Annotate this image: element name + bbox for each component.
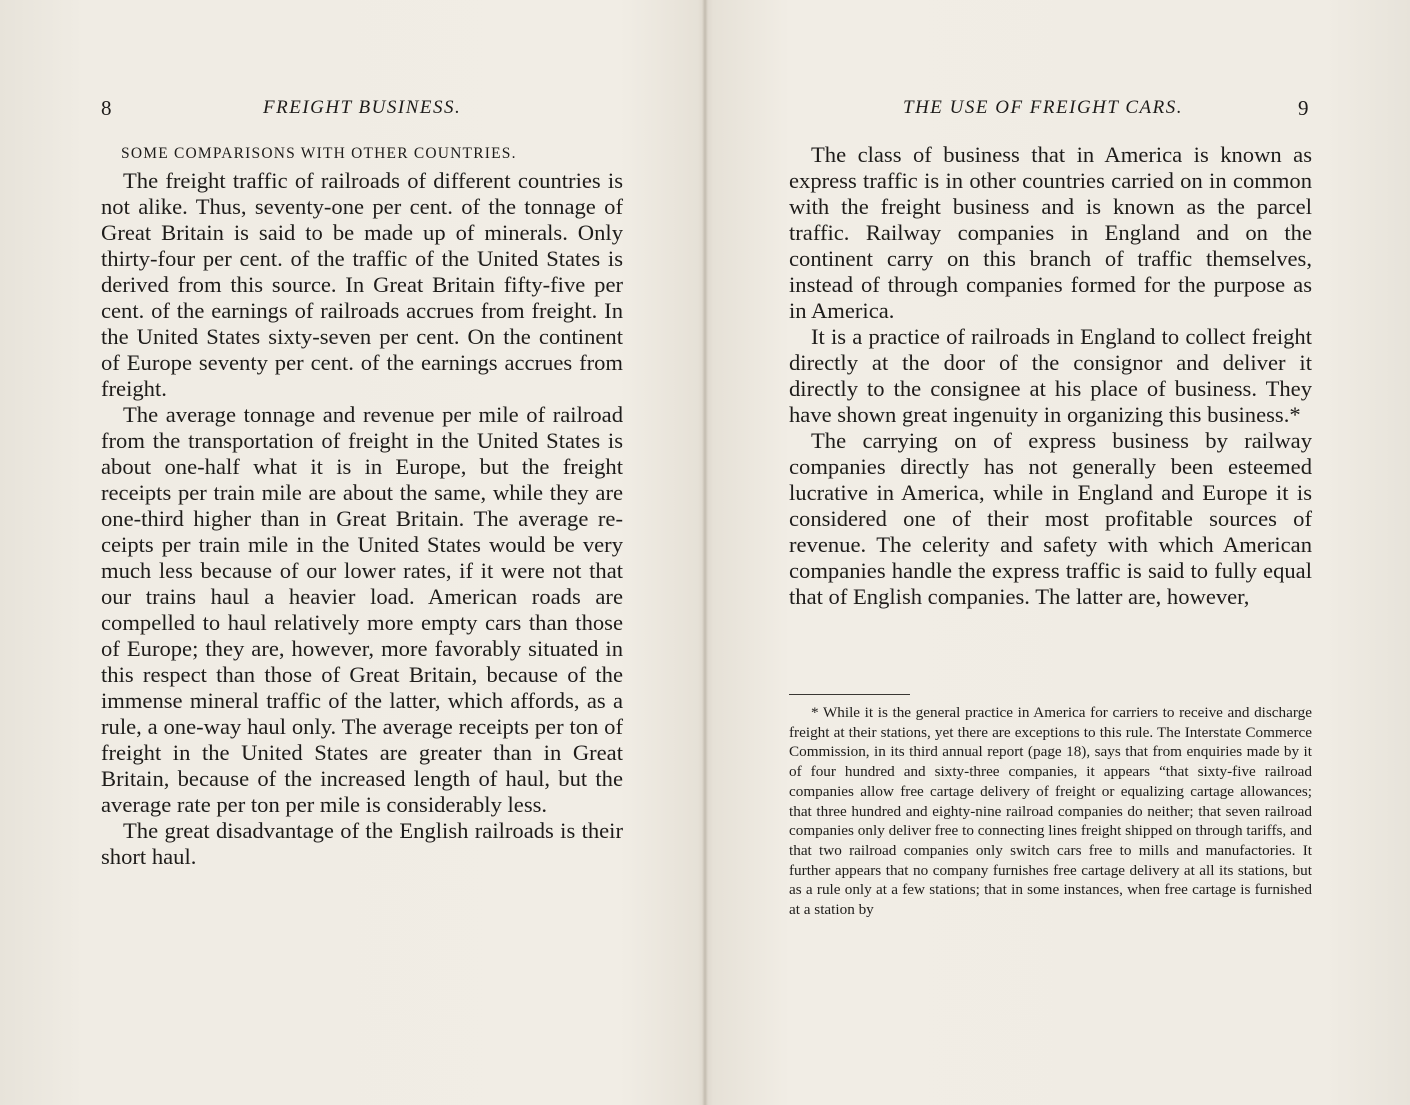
right-paragraph-2: It is a practice of railroads in England to collect freight directly at the door of the consignor and deliver it directly to the consignee at his place of business. They have shown great ingenuity in organizing this business.* <box>789 324 1312 427</box>
right-running-head: THE USE OF FREIGHT CARS. <box>903 97 1183 118</box>
right-paragraph-1: The class of business that in America is known as express traffic is in other countries carried on in common with the freight business and is known as the parcel traffic. Railway companies in England and on the continent carry on this branch of traffic themselves, instead of through companies formed for the purpose as in America. <box>789 142 1312 323</box>
left-paragraph-2: The average tonnage and revenue per mile of railroad from the transportation of freight in the United States is about one-half what it is in Europe, but the freight receipts per train mile are about the same, while they are one-third higher than in Great Britain. The average receipts per train mile in the United States would be very much less because of our lower rates, if it were not that our trains haul a heavier load. American roads are compelled to haul relatively more empty cars than those of Europe; they are, however, more favorably situated in this respect than those of Great Britain, because of the immense mineral traffic of the latter, which affords, as a rule, a one-way haul only. The average receipts per ton of freight in the United States are greater than in Great Britain, because of the increased length of haul, but the average rate per ton per mile is considerably less. <box>101 402 623 817</box>
right-page-number: 9 <box>1298 96 1309 120</box>
right-page <box>705 0 1410 1105</box>
left-paragraph-3: The great disadvantage of the English railroads is their short haul. <box>101 818 623 869</box>
right-paragraph-3: The carrying on of express business by railway companies directly has not generally been esteemed lucrative in America, while in England and Europe it is considered one of their most profitable sources of revenue. The celerity and safety with which American companies handle the express traffic is said to fully equal that of English companies. The latter are, however, <box>789 428 1312 609</box>
footnote <box>789 703 1312 920</box>
left-paragraph-1: The freight traffic of railroads of different countries is not alike. Thus, seventy-one per cent. of the tonnage of Great Britain is said to be made up of minerals. Only thirty-four per cent. of the traffic of the United States is derived from this source. In Great Britain fifty-five per cent. of the earnings of railroads accrues from freight. In the United States sixty-seven per cent. On the continent of Europe seventy per cent. of the earnings accrues from freight. <box>101 168 623 401</box>
right-body-text <box>789 142 1312 610</box>
footnote-text: * While it is the general practice in America for carriers to receive and discharge freight at their stations, yet there are exceptions to this rule. The Interstate Commerce Commission, in its third annual report (page 18), says that from enquiries made by it of four hundred and sixty-three companies, it appears “that sixty-five railroad companies allow free cartage delivery of freight or equalizing cartage allowances; that three hundred and eighty-nine railroad companies do neither; that seven railroad companies only deliver free to connecting lines freight shipped on through tariffs, and that two railroad companies only switch cars free to mills and manufactories. It further appears that no company furnishes free cartage delivery at all its stations, but as a rule only at a few stations; that in some instances, when free cartage is furnished at a station by <box>789 704 1312 919</box>
footnote-rule <box>789 694 910 695</box>
section-heading: SOME COMPARISONS WITH OTHER COUNTRIES. <box>121 145 517 162</box>
left-running-head: FREIGHT BUSINESS. <box>263 97 462 118</box>
left-page-number: 8 <box>101 96 112 120</box>
left-body-text <box>101 168 623 870</box>
